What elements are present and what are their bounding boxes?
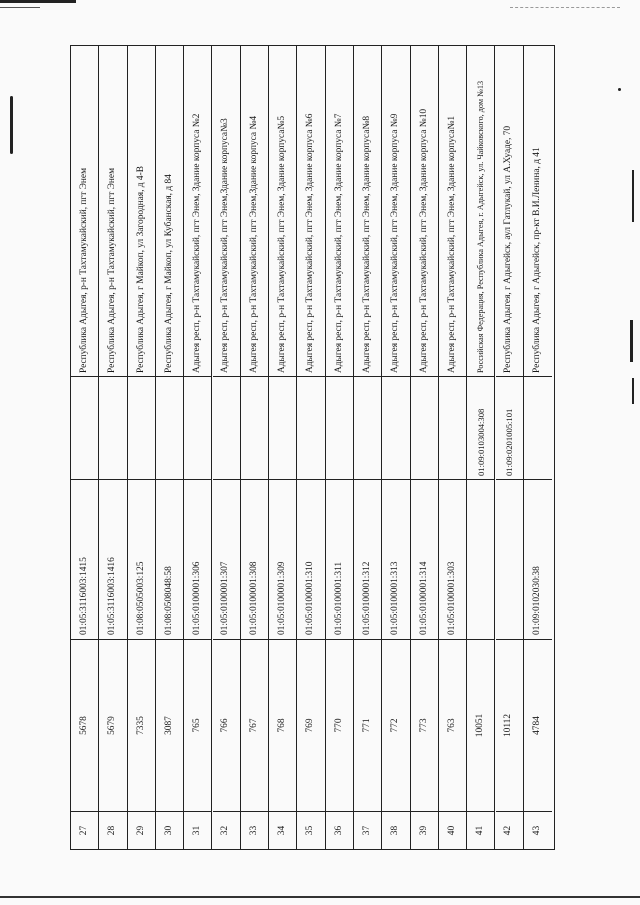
address: Адыгея респ, р-н Тахтамукайский, пгт Энем,Здание корпуса №4 <box>248 115 259 373</box>
scan-edge-dash <box>510 7 620 9</box>
table-row <box>496 46 524 849</box>
address: Адыгея респ, р-н Тахтамукайский, пгт Энем, Здание корпуса №7 <box>333 113 344 373</box>
scan-mark-right-3 <box>632 378 634 404</box>
address: Российская Федерация, Республика Адыгея, г. Адыгейск, ул. Чайковского, дом №13 <box>475 80 485 373</box>
cadastral-number-alt <box>382 376 409 479</box>
table-row <box>439 46 467 849</box>
address: Адыгея респ, р-н Тахтамукайский, пгт Энем, Здание корпуса№1 <box>446 115 457 373</box>
row-number: 28 <box>99 811 126 849</box>
cadastral-number: 01:05:0100001:312 <box>354 479 381 639</box>
cadastral-number: 01:05:0100001:314 <box>411 479 438 639</box>
table-row <box>269 46 297 849</box>
scan-mark-right-2 <box>630 320 633 362</box>
table-row <box>411 46 439 849</box>
row-number: 31 <box>184 811 211 849</box>
cadastral-number: 01:05:0100001:309 <box>269 479 296 639</box>
cadastral-number-alt <box>99 376 126 479</box>
scan-mark-right-1 <box>632 170 634 222</box>
row-number: 40 <box>439 811 466 849</box>
cadastral-number-alt <box>156 376 183 479</box>
table-row <box>467 46 495 849</box>
area-value: 4784 <box>524 639 552 811</box>
table-row <box>213 46 241 849</box>
area-value: 772 <box>382 639 409 811</box>
row-number: 34 <box>269 811 296 849</box>
row-number: 41 <box>467 811 494 849</box>
scan-edge-top-line <box>0 7 40 8</box>
cadastral-number-alt <box>524 376 552 479</box>
table-row <box>71 46 99 849</box>
cadastral-number: 01:05:0100001:313 <box>382 479 409 639</box>
table-row <box>128 46 156 849</box>
cadastral-number-alt <box>439 376 466 479</box>
row-number: 35 <box>297 811 324 849</box>
area-value: 3087 <box>156 639 183 811</box>
row-number: 30 <box>156 811 183 849</box>
address: Адыгея респ, р-н Тахтамукайский, пгт Энем, Здание корпуса №9 <box>390 113 401 373</box>
cadastral-number-alt: 01:09:0103004:308 <box>467 376 494 479</box>
table-body <box>71 46 554 849</box>
area-value: 771 <box>354 639 381 811</box>
row-number: 39 <box>411 811 438 849</box>
row-number: 37 <box>354 811 381 849</box>
row-number: 29 <box>128 811 155 849</box>
address: Республика Адыгея, р-н Тахтамукайский, пгт Энем <box>78 168 89 373</box>
area-value: 767 <box>241 639 268 811</box>
table-row <box>354 46 382 849</box>
cadastral-number: 01:05:0100001:307 <box>213 479 240 639</box>
table-row <box>184 46 212 849</box>
cadastral-number: 01:05:3116003:1415 <box>71 479 98 639</box>
cadastral-number <box>496 479 523 639</box>
cadastral-number: 01:05:0100001:310 <box>297 479 324 639</box>
area-value: 10051 <box>467 639 494 811</box>
area-value: 5678 <box>71 639 98 811</box>
table-row <box>99 46 127 849</box>
scan-dot <box>618 88 621 91</box>
address: Республика Адыгея, г Майкоп, ул Кубанская, д 84 <box>163 174 174 373</box>
cadastral-number-alt <box>354 376 381 479</box>
address: Республика Адыгея, г Адыгейск, пр-кт В.И.Ленина, д 41 <box>532 147 543 373</box>
table-row <box>382 46 410 849</box>
row-number: 32 <box>213 811 240 849</box>
scan-edge-top <box>0 0 76 3</box>
cadastral-number: 01:05:0100001:306 <box>184 479 211 639</box>
row-number: 36 <box>326 811 353 849</box>
cadastral-number: 01:08:0505003:125 <box>128 479 155 639</box>
table-row <box>156 46 184 849</box>
area-value: 769 <box>297 639 324 811</box>
address: Адыгея респ, р-н Тахтамукайский, пгт Энем,Здание корпуса№3 <box>220 118 231 373</box>
cadastral-number <box>467 479 494 639</box>
cadastral-number-alt <box>411 376 438 479</box>
scan-edge-bottom <box>0 896 640 898</box>
cadastral-number-alt: 01:09:0201005:101 <box>496 376 523 479</box>
address: Республика Адыгея, г Адыгейск, аул Гатлукай, ул А.Хуаде, 70 <box>503 125 514 373</box>
cadastral-number-alt <box>269 376 296 479</box>
cadastral-number-alt <box>326 376 353 479</box>
row-number: 27 <box>71 811 98 849</box>
cadastral-number: 01:09:0102030:38 <box>524 479 552 639</box>
table-row <box>326 46 354 849</box>
area-value: 7335 <box>128 639 155 811</box>
area-value: 765 <box>184 639 211 811</box>
area-value: 5679 <box>99 639 126 811</box>
row-number: 38 <box>382 811 409 849</box>
address: Адыгея респ, р-н Тахтамукайский, пгт Энем, Здание корпуса №2 <box>192 113 203 373</box>
area-value: 766 <box>213 639 240 811</box>
row-number: 42 <box>496 811 523 849</box>
cadastral-number-alt <box>213 376 240 479</box>
scan-mark-left <box>10 96 13 154</box>
cadastral-number: 01:05:0100001:303 <box>439 479 466 639</box>
address: Республика Адыгея, р-н Тахтамукайский, пгт Энем <box>107 168 118 373</box>
cadastral-number-alt <box>297 376 324 479</box>
address: Адыгея респ, р-н Тахтамукайский, пгт Энем, Здание корпуса№8 <box>361 115 372 373</box>
area-value: 763 <box>439 639 466 811</box>
area-value: 770 <box>326 639 353 811</box>
area-value: 773 <box>411 639 438 811</box>
area-value: 10112 <box>496 639 523 811</box>
address: Республика Адыгея, г Майкоп, ул Загородная, д 4-В <box>135 166 146 373</box>
address: Адыгея респ, р-н Тахтамукайский, пгт Энем, Здание корпуса№5 <box>277 115 288 373</box>
table-row <box>297 46 325 849</box>
address: Адыгея респ, р-н Тахтамукайский, пгт Энем, Здание корпуса №6 <box>305 113 316 373</box>
cadastral-number: 01:05:3116003:1416 <box>99 479 126 639</box>
property-table <box>70 45 555 850</box>
cadastral-number-alt <box>184 376 211 479</box>
row-number: 33 <box>241 811 268 849</box>
table-row <box>524 46 552 849</box>
cadastral-number: 01:08:0508048:58 <box>156 479 183 639</box>
row-number: 43 <box>524 811 552 849</box>
table-row <box>241 46 269 849</box>
cadastral-number: 01:05:0100001:311 <box>326 479 353 639</box>
area-value: 768 <box>269 639 296 811</box>
cadastral-number-alt <box>128 376 155 479</box>
cadastral-number: 01:05:0100001:308 <box>241 479 268 639</box>
address: Адыгея респ, р-н Тахтамукайский, пгт Энем, Здание корпуса №10 <box>418 108 429 373</box>
cadastral-number-alt <box>71 376 98 479</box>
cadastral-number-alt <box>241 376 268 479</box>
